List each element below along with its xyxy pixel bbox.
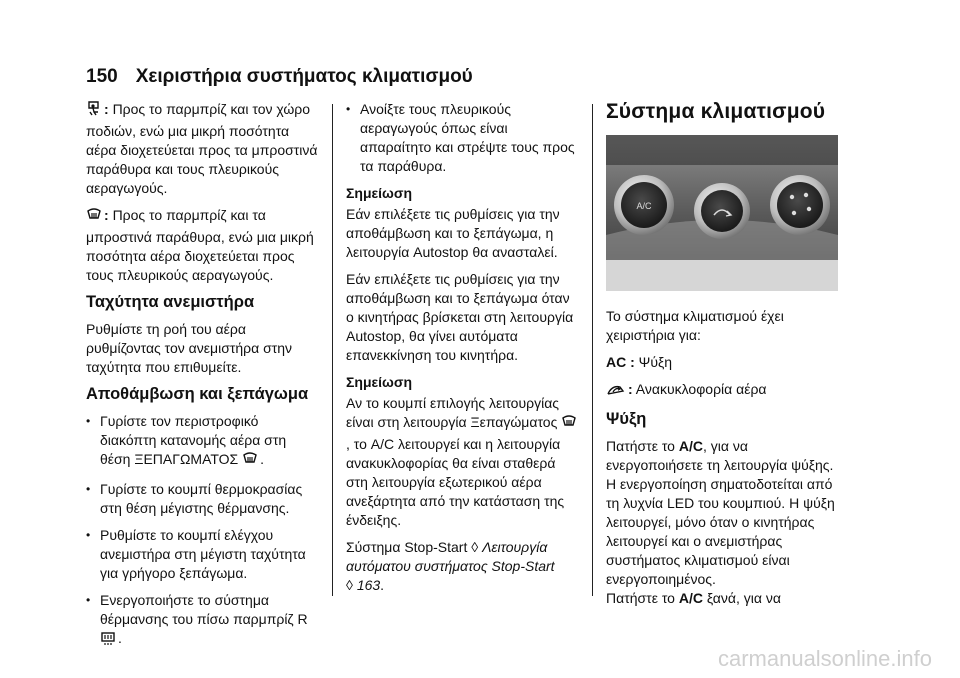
list-item: • Γυρίστε το κουμπί θερμοκρασίας στη θέση μέγιστης θέρμανσης. bbox=[86, 480, 318, 518]
windshield-defrost-icon bbox=[242, 451, 258, 472]
column-divider bbox=[332, 104, 333, 596]
recirculation-icon bbox=[606, 383, 626, 402]
windshield-defrost-icon bbox=[86, 207, 102, 228]
defrost-heading: Αποθάμβωση και ξεπάγωμα bbox=[86, 385, 309, 403]
list-item: • Ρυθμίστε το κουμπί ελέγχου ανεμιστήρα στη μέγιστη ταχύτητα για γρήγορο ξεπάγωμα. bbox=[86, 526, 318, 583]
floor-windshield-paragraph: : Προς το παρμπρίζ και τον χώρο ποδιών, ενώ μια μικρή ποσότητα αέρα διοχετεύεται προς τα μπροστινά παράθυρα και τους πλευρικούς αεραγωγούς. bbox=[86, 101, 318, 196]
reference-page[interactable]: 163 bbox=[356, 577, 381, 593]
column-2 bbox=[346, 100, 581, 603]
windshield-paragraph: : Προς το παρμπρίζ και τα μπροστινά παράθυρα, ενώ μια μικρή ποσότητα αέρα διοχετεύεται προς τους πλευρικούς αεραγωγούς. bbox=[86, 207, 314, 283]
windshield-defrost-icon bbox=[561, 414, 577, 435]
ac-knob-label: A/C bbox=[636, 201, 652, 211]
note-heading: Σημείωση bbox=[346, 185, 413, 201]
reference-arrow-icon: ◊ bbox=[471, 539, 479, 555]
column-1 bbox=[86, 100, 318, 659]
cooling-text: Πατήστε το A/C, για να ενεργοποιήσετε τη λειτουργία ψύξης. Η ενεργοποίηση σηματοδοτείται από τη λυχνία LED του κουμπιού. Η ψύξη λειτουργεί, μόνο όταν ο κινητήρας λειτουργεί και ο ανεμιστήρας συστήματος κλιματισμού είναι ενεργοποιημένος. Πατήστε το A/C ξανά, για να bbox=[606, 438, 835, 606]
defrost-steps bbox=[86, 412, 318, 651]
page-header bbox=[86, 66, 473, 88]
cross-reference[interactable]: Σύστημα Stop-Start ◊ Λειτουργία αυτόματου συστήματος Stop-Start ◊ 163. bbox=[346, 539, 555, 593]
column-divider bbox=[592, 104, 593, 596]
list-item: • Γυρίστε τον περιστροφικό διακόπτη κατανομής αέρα στη θέση ΞΕΠΑΓΩΜΑΤΟΣ . bbox=[86, 412, 318, 472]
ac-definition: AC : Ψύξη bbox=[606, 354, 673, 370]
floor-defrost-icon bbox=[86, 101, 102, 122]
rear-defrost-icon bbox=[100, 630, 116, 651]
note-text: Αν το κουμπί επιλογής λειτουργίας είναι στη λειτουργία Ξεπαγώματος , το A/C λειτουργεί και η λειτουργία ανακυκλοφορίας θα είναι σταθερά στη λειτουργία εξωτερικού αέρα ανεξάρτητα από την κατάσταση της ένδειξης. bbox=[346, 394, 581, 530]
climate-system-heading: Σύστημα κλιματισμού bbox=[606, 100, 826, 123]
page-title: Χειριστήρια συστήματος κλιματισμού bbox=[135, 66, 473, 87]
defrost-steps-continued bbox=[346, 100, 581, 176]
note-heading: Σημείωση bbox=[346, 374, 413, 390]
column-3 bbox=[606, 100, 838, 616]
fan-speed-heading: Ταχύτητα ανεμιστήρα bbox=[86, 293, 255, 311]
reference-arrow-icon: ◊ bbox=[346, 577, 353, 593]
recirculation-definition: : Ανακυκλοφορία αέρα bbox=[606, 380, 838, 402]
system-intro: Το σύστημα κλιματισμού έχει χειριστήρια για: bbox=[606, 308, 784, 343]
list-item: • Ανοίξτε τους πλευρικούς αεραγωγούς όπως είναι απαραίτητο και στρέψτε τους προς τα παράθυρα. bbox=[346, 100, 581, 176]
page-number: 150 bbox=[86, 66, 118, 87]
cooling-heading: Ψύξη bbox=[606, 410, 647, 428]
list-item: • Ενεργοποιήστε το σύστημα θέρμανσης του πίσω παρμπρίζ R. bbox=[86, 591, 318, 651]
watermark: carmanualsonline.info bbox=[717, 646, 932, 671]
fan-speed-text: Ρυθμίστε τη ροή του αέρα ρυθμίζοντας τον ανεμιστήρα στην ταχύτητα που επιθυμείτε. bbox=[86, 321, 293, 375]
note-text: Εάν επιλέξετε τις ρυθμίσεις για την αποθάμβωση και το ξεπάγωμα όταν ο κινητήρας βρίσκεται στη λειτουργία Autostop, θα γίνει αυτόματα επανεκκίνηση του κινητήρα. bbox=[346, 271, 574, 363]
climate-control-photo bbox=[606, 135, 838, 291]
note-text: Εάν επιλέξετε τις ρυθμίσεις για την αποθάμβωση και το ξεπάγωμα, η λειτουργία Autostop θα ανασταλεί. bbox=[346, 206, 560, 260]
